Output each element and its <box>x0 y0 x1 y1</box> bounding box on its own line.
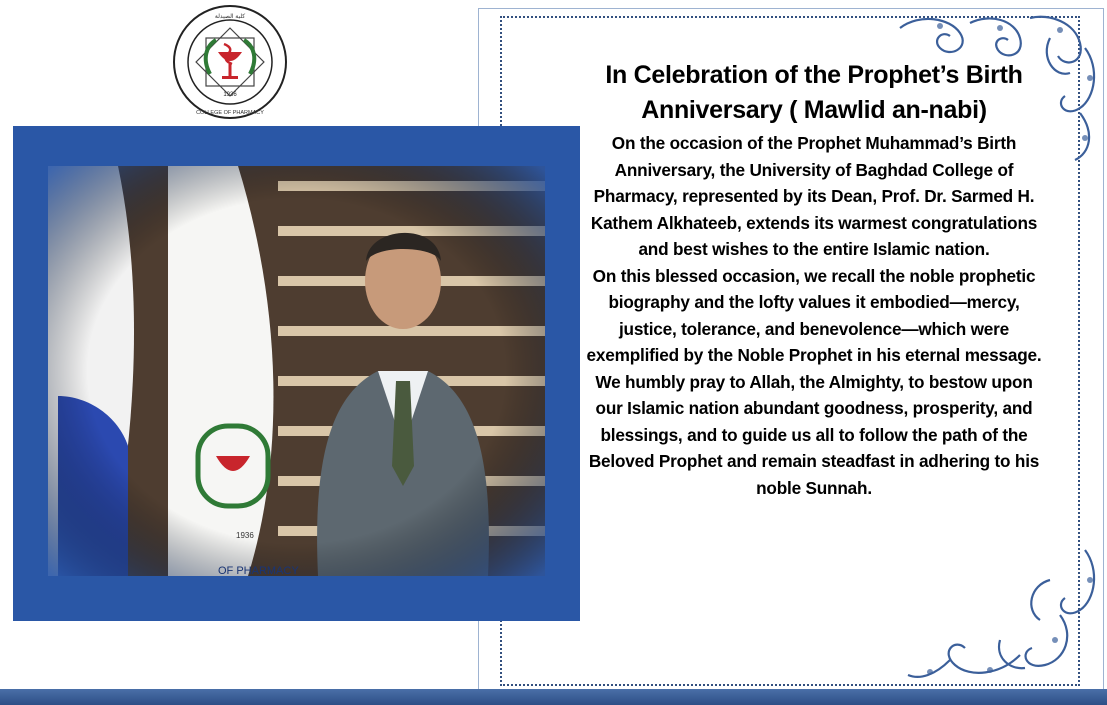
paragraph-3: We humbly pray to Allah, the Almighty, to bestow upon our Islamic nation abundant goodness, prosperity, and blessings, and to guide us all to follow the path of the Beloved Prophet and remain steadfast in adhering to his noble Sunnah. <box>588 371 1040 498</box>
college-logo <box>172 4 288 120</box>
title-line-1: In Celebration of the Prophet’s Birth <box>605 61 1023 89</box>
announcement-title <box>586 58 1042 128</box>
photo-frame <box>13 126 580 621</box>
svg-text:كلية الصيدلة: كلية الصيدلة <box>214 14 246 20</box>
paragraph-2: On this blessed occasion, we recall the noble prophetic biography and the lofty values it embodied—mercy, justice, tolerance, and benevolence—which were exemplified by the Noble Prophet in his eternal message. <box>586 265 1042 365</box>
bottom-right-ornament-icon <box>900 540 1107 690</box>
photo-illustration <box>48 166 545 576</box>
announcement-text <box>586 58 1042 501</box>
svg-text:1936: 1936 <box>223 92 237 98</box>
dean-photo <box>48 166 545 576</box>
paragraph-1: On the occasion of the Prophet Muhammad’s Birth Anniversary, the University of Baghdad College of Pharmacy, represented by its Dean, Prof. Dr. Sarmed H. Kathem Alkhateeb, extends its warmest congratulations and best wishes to the entire Islamic nation. <box>590 133 1038 259</box>
svg-text:COLLEGE OF PHARMACY: COLLEGE OF PHARMACY <box>196 110 264 116</box>
title-line-2: Anniversary ( Mawlid an-nabi) <box>641 96 987 124</box>
bottom-blue-bar <box>0 689 1107 705</box>
